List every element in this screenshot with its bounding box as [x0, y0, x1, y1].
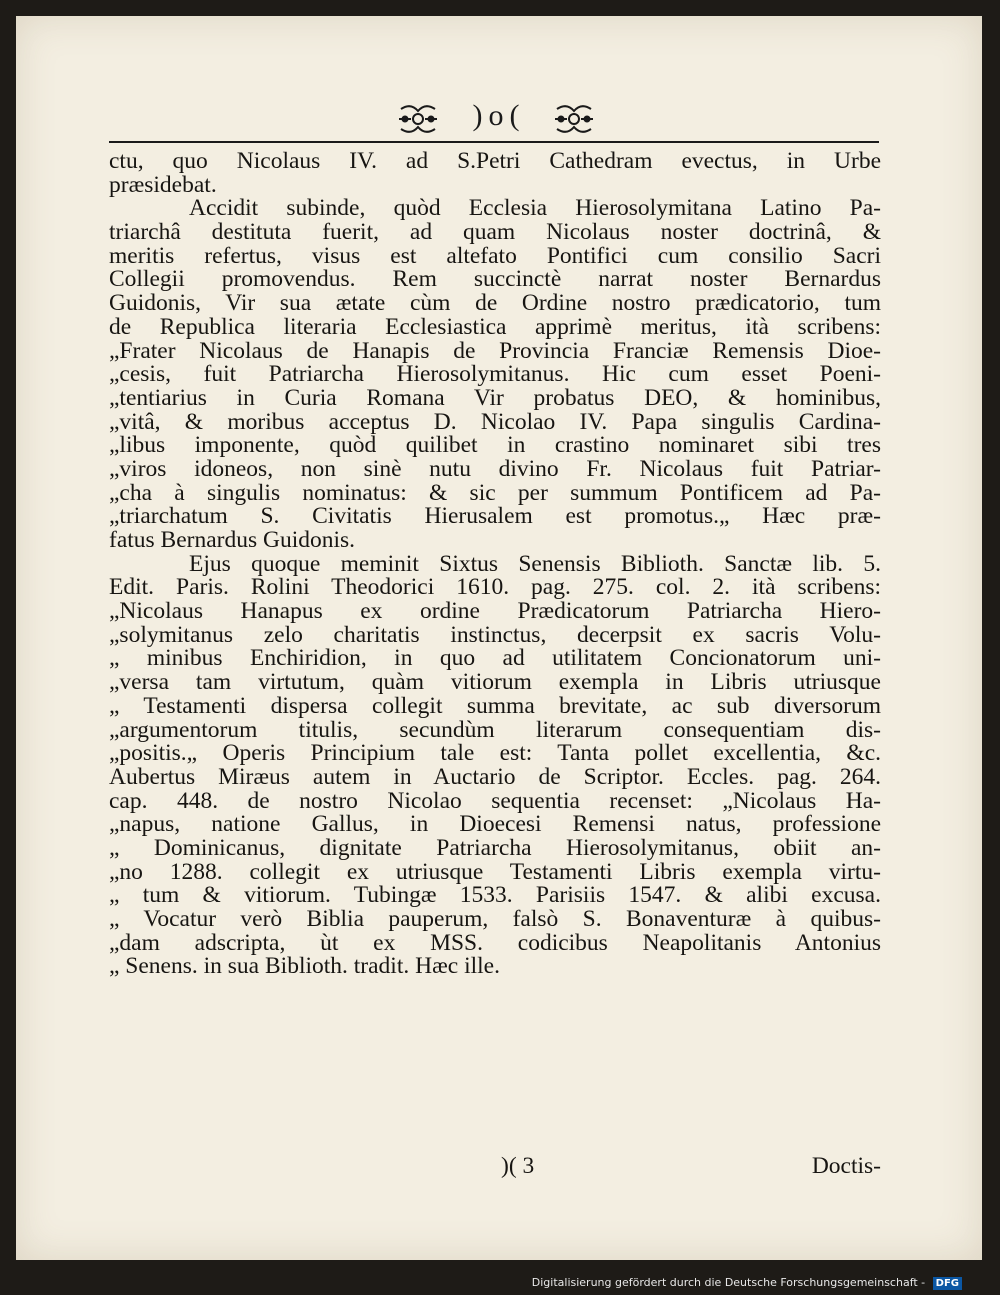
right-ornament-icon — [553, 103, 595, 135]
text-line: Collegii promovendus. Rem succinctè narrat noster Bernardus — [109, 266, 881, 293]
body-text — [109, 150, 881, 979]
quote-line: „triarchatum S. Civitatis Hierusalem est promotus.„ Hæc præ- — [109, 503, 881, 530]
quote-line: „ Vocatur verò Biblia pauperum, falsò S. Bonaventuræ à quibus- — [109, 906, 881, 932]
text-line: Guidonis, Vir sua ætate cùm de Ordine nostro prædicatorio, tum — [109, 290, 881, 317]
quote-line: „Frater Nicolaus de Hanapis de Provincia Franciæ Remensis Dioe- — [109, 337, 881, 364]
quote-line: „dam adscripta, ùt ex MSS. codicibus Neapolitanis Antonius — [109, 929, 881, 956]
quote-line: „cesis, fuit Patriarcha Hierosolymitanus. Hic cum esset Poeni- — [109, 361, 881, 388]
quote-line: „cha à singulis nominatus: & sic per summum Pontificem ad Pa- — [109, 479, 881, 506]
quote-line: „argumentorum titulis, secundùm literarum consequentiam dis- — [109, 716, 881, 743]
page-number: )o( — [472, 99, 526, 132]
quote-line: „libus imponente, quòd quilibet in crastino nominaret sibi tres — [109, 432, 881, 459]
quote-line: „versa tam virtutum, quàm vitiorum exempla in Libris utriusque — [109, 669, 881, 696]
text-line: meritis refertus, visus est altefato Pontifici cum consilio Sacri — [109, 242, 881, 269]
page-header — [109, 99, 879, 149]
book-page — [16, 16, 982, 1260]
quote-line: „viros idoneos, non sinè nutu divino Fr. Nicolaus fuit Patriar- — [109, 455, 881, 482]
quote-line: „ minibus Enchiridion, in quo ad utilitatem Concionatorum uni- — [109, 645, 881, 672]
paragraph-start-line: Ejus quoque meminit Sixtus Senensis Biblioth. Sanctæ lib. 5. — [189, 550, 881, 577]
quote-line: „solymitanus zelo charitatis instinctus, decerpsit ex sacris Volu- — [109, 621, 881, 648]
quote-line: „vitâ, & moribus acceptus D. Nicolao IV. Papa singulis Cardina- — [109, 408, 881, 435]
text-line: præsidebat. — [109, 171, 217, 198]
digitization-credit — [532, 1275, 962, 1291]
text-line: triarchâ destituta fuerit, ad quam Nicolaus noster doctrinâ, & — [109, 219, 881, 246]
credit-text: Digitalisierung gefördert durch die Deutsche Forschungsgemeinschaft - — [531, 1276, 926, 1289]
quote-line: „napus, natione Gallus, in Dioecesi Remensi natus, professione — [109, 811, 881, 838]
quote-line: „ Testamenti dispersa collegit summa brevitate, ac sub diversorum — [109, 692, 881, 719]
text-line: cap. 448. de nostro Nicolao sequentia recenset: „Nicolaus Ha- — [109, 787, 881, 814]
quote-line: „Nicolaus Hanapus ex ordine Prædicatorum Patriarcha Hiero- — [109, 598, 881, 625]
quote-line: „ Senens. in sua Biblioth. tradit. Hæc ille. — [109, 953, 500, 980]
quote-line: „ tum & vitiorum. Tubingæ 1533. Parisiis 1547. & alibi excusa. — [109, 882, 881, 909]
text-line: fatus Bernardus Guidonis. — [109, 527, 356, 553]
page-footer — [109, 1153, 881, 1187]
quote-line: „positis.„ Operis Principium tale est: Tanta pollet excellentia, &c. — [109, 740, 881, 767]
text-line: Edit. Paris. Rolini Theodorici 1610. pag. 275. col. 2. ità scribens: — [109, 574, 881, 601]
catchword: Doctis- — [811, 1153, 881, 1179]
text-line: Aubertus Miræus autem in Auctario de Scriptor. Eccles. pag. 264. — [109, 763, 881, 790]
dfg-logo-icon: DFG — [933, 1277, 962, 1290]
paragraph-start-line: Accidit subinde, quòd Ecclesia Hierosolymitana Latino Pa- — [189, 195, 881, 222]
quote-line: „ Dominicanus, dignitate Patriarcha Hierosolymitanus, obiit an- — [109, 834, 881, 861]
text-line: ctu, quo Nicolaus IV. ad S.Petri Cathedram evectus, in Urbe — [109, 148, 881, 174]
quote-line: „no 1288. collegit ex utriusque Testamenti Libris exempla virtu- — [109, 858, 881, 885]
header-rule — [109, 141, 879, 143]
quote-line: „tentiarius in Curia Romana Vir probatus DEO, & hominibus, — [109, 384, 881, 411]
left-ornament-icon — [397, 103, 439, 135]
text-line: de Republica literaria Ecclesiastica apprimè meritus, ità scribens: — [109, 313, 881, 340]
signature-mark: )( 3 — [501, 1153, 535, 1179]
